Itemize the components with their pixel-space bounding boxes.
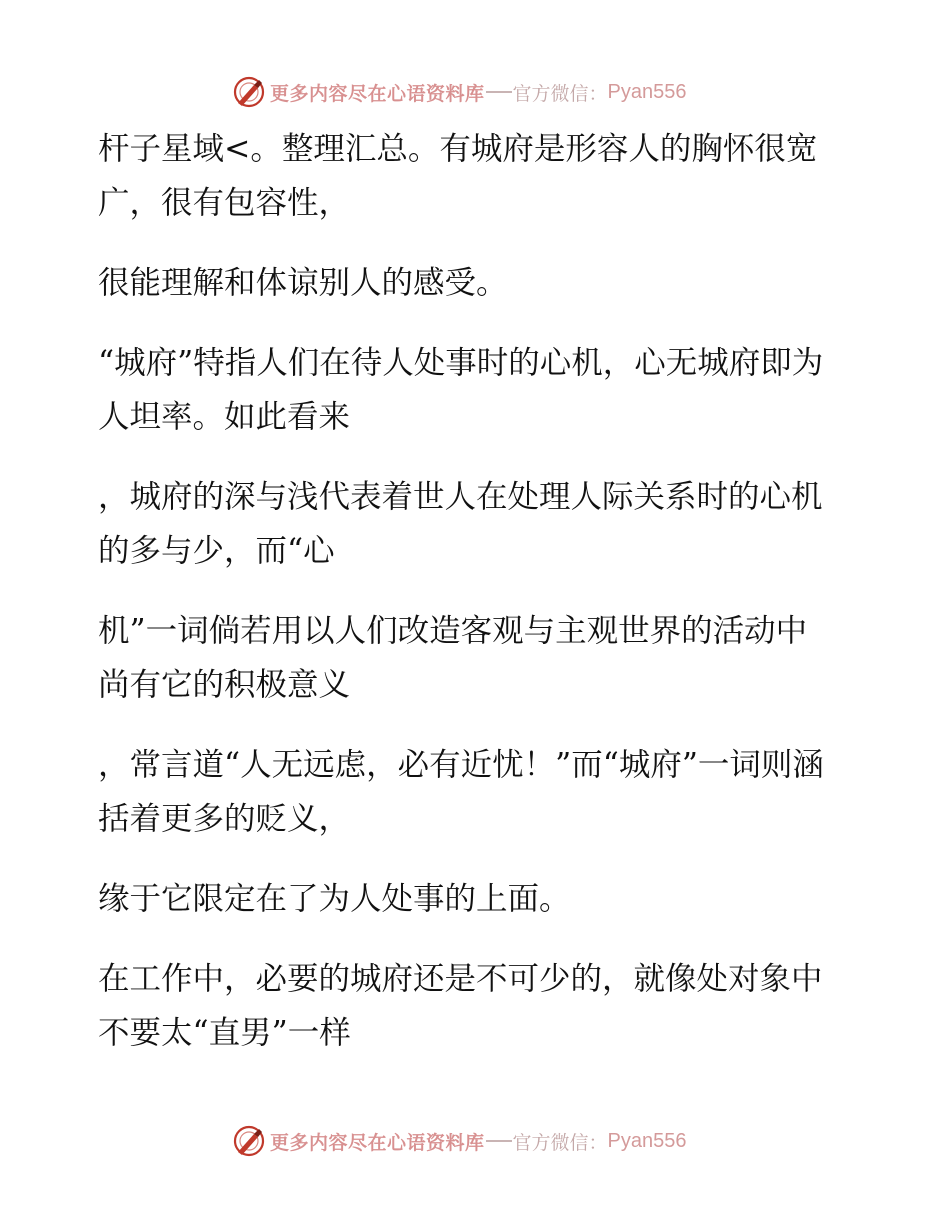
paragraph: “城府”特指人们在待人处事时的心机，心无城府即为人坦率。如此看来: [98, 345, 824, 435]
footer-watermark: [232, 1121, 687, 1161]
watermark-wechat-id: Pyan556: [607, 80, 687, 103]
watermark-dash: [486, 1140, 512, 1142]
paragraph: 很能理解和体谅别人的感受。: [98, 265, 508, 301]
paragraph: ，常言道“人无远虑，必有近忧！”而“城府”一词则涵括着更多的贬义，: [98, 747, 824, 837]
paragraph: 缘于它限定在了为人处事的上面。: [98, 881, 571, 917]
paragraph: 杆子星域<。整理汇总。有城府是形容人的胸怀很宽广，很有包容性，: [98, 131, 818, 221]
watermark-wechat-id: Pyan556: [607, 1129, 687, 1152]
watermark-official-label: 官方微信：: [512, 1131, 608, 1154]
paragraph: ，城府的深与浅代表着世人在处理人际关系时的心机的多与少，而“心: [98, 479, 823, 569]
pen-logo-icon: [232, 75, 266, 109]
watermark-dash: [486, 91, 512, 93]
watermark-text: 更多内容尽在心语资料库: [270, 1131, 485, 1154]
paragraph: 机”一词倘若用以人们改造客观与主观世界的活动中尚有它的积极意义: [98, 613, 808, 703]
header-watermark: [232, 72, 687, 112]
pen-logo-icon: [232, 1124, 266, 1158]
watermark-text: 更多内容尽在心语资料库: [270, 82, 485, 105]
watermark-official-label: 官方微信：: [512, 82, 608, 105]
paragraph: 在工作中，必要的城府还是不可少的，就像处对象中不要太“直男”一样: [98, 961, 823, 1051]
article-body: [98, 122, 838, 1086]
